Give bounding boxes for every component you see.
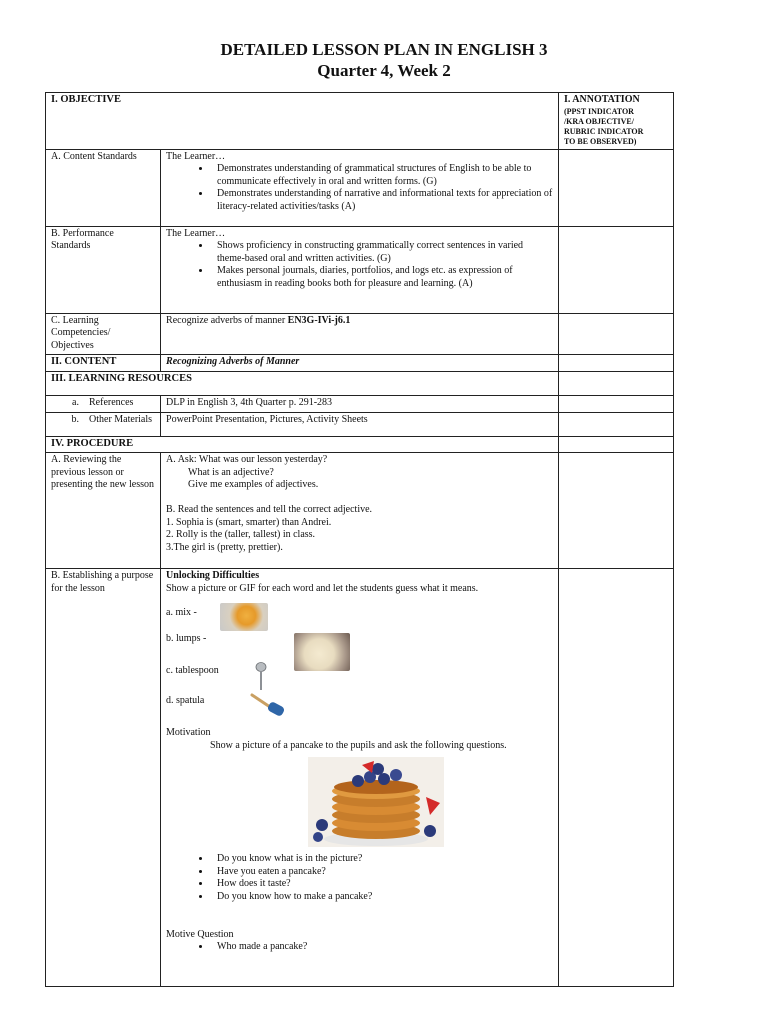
performance-standards-row bbox=[46, 226, 674, 313]
tablespoon-image bbox=[254, 661, 268, 691]
motive-question-heading: Motive Question bbox=[166, 928, 234, 940]
review-sentence: 1. Sophia is (smart, smarter) than Andrei. bbox=[166, 516, 332, 528]
content-topic: Recognizing Adverbs of Manner bbox=[161, 355, 559, 372]
performance-standard-item: • Shows proficiency in constructing grammatically correct sentences in varied theme-based oral and written activities. (G) bbox=[211, 240, 553, 265]
motive-question-item: • Who made a pancake? bbox=[211, 941, 553, 954]
establishing-row bbox=[46, 569, 674, 987]
competency-code: EN3G-IVi-j6.1 bbox=[287, 314, 351, 326]
performance-standards-label: B. Performance Standards bbox=[46, 226, 161, 313]
performance-standards-intro: The Learner… bbox=[166, 227, 226, 239]
establishing-label: B. Establishing a purpose for the lesson bbox=[46, 569, 161, 987]
unlocking-heading: Unlocking Difficulties bbox=[166, 570, 260, 582]
review-sentence: 2. Rolly is the (taller, tallest) in class. bbox=[166, 529, 316, 541]
review-ask: A. Ask: What was our lesson yesterday? bbox=[166, 454, 328, 466]
document-subtitle: Quarter 4, Week 2 bbox=[317, 61, 451, 80]
annotation-sub-2: /KRA OBJECTIVE/ bbox=[563, 116, 634, 126]
performance-standard-item: • Makes personal journals, diaries, portfolios, and logs etc. as expression of enthusiasm in reading books both for pleasure and learning. (A) bbox=[211, 265, 553, 290]
motivation-text: Show a picture of a pancake to the pupils and ask the following questions. bbox=[210, 739, 507, 751]
content-standards-row bbox=[46, 149, 674, 226]
motivation-heading: Motivation bbox=[166, 727, 211, 739]
vocab-label: c. tablespoon bbox=[166, 665, 219, 677]
vocab-item-mix bbox=[166, 607, 553, 633]
competencies-row bbox=[46, 313, 674, 355]
vocab-label: b. lumps - bbox=[166, 633, 207, 645]
materials-value: PowerPoint Presentation, Pictures, Activity Sheets bbox=[161, 412, 559, 436]
motivation-question: • How does it taste? bbox=[211, 878, 553, 891]
lesson-plan-table bbox=[45, 92, 674, 987]
objective-row bbox=[46, 93, 674, 150]
reviewing-row bbox=[46, 453, 674, 569]
competencies-label: C. Learning Competencies/ Objectives bbox=[46, 313, 161, 355]
reviewing-label: A. Reviewing the previous lesson or presenting the new lesson bbox=[46, 453, 161, 569]
annotation-sub-3: RUBRIC INDICATOR bbox=[563, 126, 644, 136]
spatula-image bbox=[250, 693, 286, 717]
review-question: Give me examples of adjectives. bbox=[188, 479, 319, 491]
pancake-stack-image bbox=[308, 757, 444, 847]
content-standard-item: • Demonstrates understanding of grammatical structures of English to be able to communicate effectively in oral and written forms. (G) bbox=[211, 163, 553, 188]
annotation-sub-1: (PPST INDICATOR bbox=[563, 106, 634, 116]
procedure-header-row bbox=[46, 436, 674, 453]
resources-header-row bbox=[46, 371, 674, 395]
reference-name: References bbox=[89, 396, 134, 408]
vocab-label: a. mix - bbox=[166, 607, 197, 619]
unlocking-instruction: Show a picture or GIF for each word and let the students guess what it means. bbox=[166, 582, 479, 594]
references-row bbox=[46, 395, 674, 412]
materials-letter: b. bbox=[71, 413, 79, 425]
reference-value: DLP in English 3, 4th Quarter p. 291-283 bbox=[161, 395, 559, 412]
competencies-text: Recognize adverbs of manner bbox=[166, 314, 286, 326]
annotation-heading: I. ANNOTATION bbox=[563, 94, 640, 105]
content-standards-intro: The Learner… bbox=[166, 150, 226, 162]
review-sentence: 3.The girl is (pretty, prettier). bbox=[166, 541, 283, 553]
other-materials-row bbox=[46, 412, 674, 436]
motivation-question: • Do you know what is in the picture? bbox=[211, 853, 553, 866]
review-read-instruction: B. Read the sentences and tell the correct adjective. bbox=[166, 503, 373, 515]
mix-bowl-image bbox=[220, 603, 268, 631]
vocab-item-lumps bbox=[166, 633, 553, 659]
motivation-question: • Have you eaten a pancake? bbox=[211, 866, 553, 879]
vocab-item-tablespoon bbox=[166, 665, 553, 691]
procedure-label: IV. PROCEDURE bbox=[46, 436, 559, 453]
objective-heading: I. OBJECTIVE bbox=[51, 94, 122, 105]
content-standard-item: • Demonstrates understanding of narrative and informational texts for appreciation of literacy-related activities/tasks (A) bbox=[211, 188, 553, 213]
resources-label: III. LEARNING RESOURCES bbox=[46, 371, 559, 395]
review-question: What is an adjective? bbox=[188, 466, 274, 478]
content-row bbox=[46, 355, 674, 372]
document-title: DETAILED LESSON PLAN IN ENGLISH 3 bbox=[220, 40, 548, 59]
motivation-question: • Do you know how to make a pancake? bbox=[211, 891, 553, 904]
content-standards-label: A. Content Standards bbox=[46, 149, 161, 226]
materials-name: Other Materials bbox=[89, 413, 153, 425]
reference-letter: a. bbox=[72, 396, 79, 408]
annotation-sub-4: TO BE OBSERVED) bbox=[563, 136, 637, 146]
vocab-item-spatula bbox=[166, 695, 553, 727]
content-label: II. CONTENT bbox=[46, 355, 161, 372]
vocab-label: d. spatula bbox=[166, 695, 205, 707]
